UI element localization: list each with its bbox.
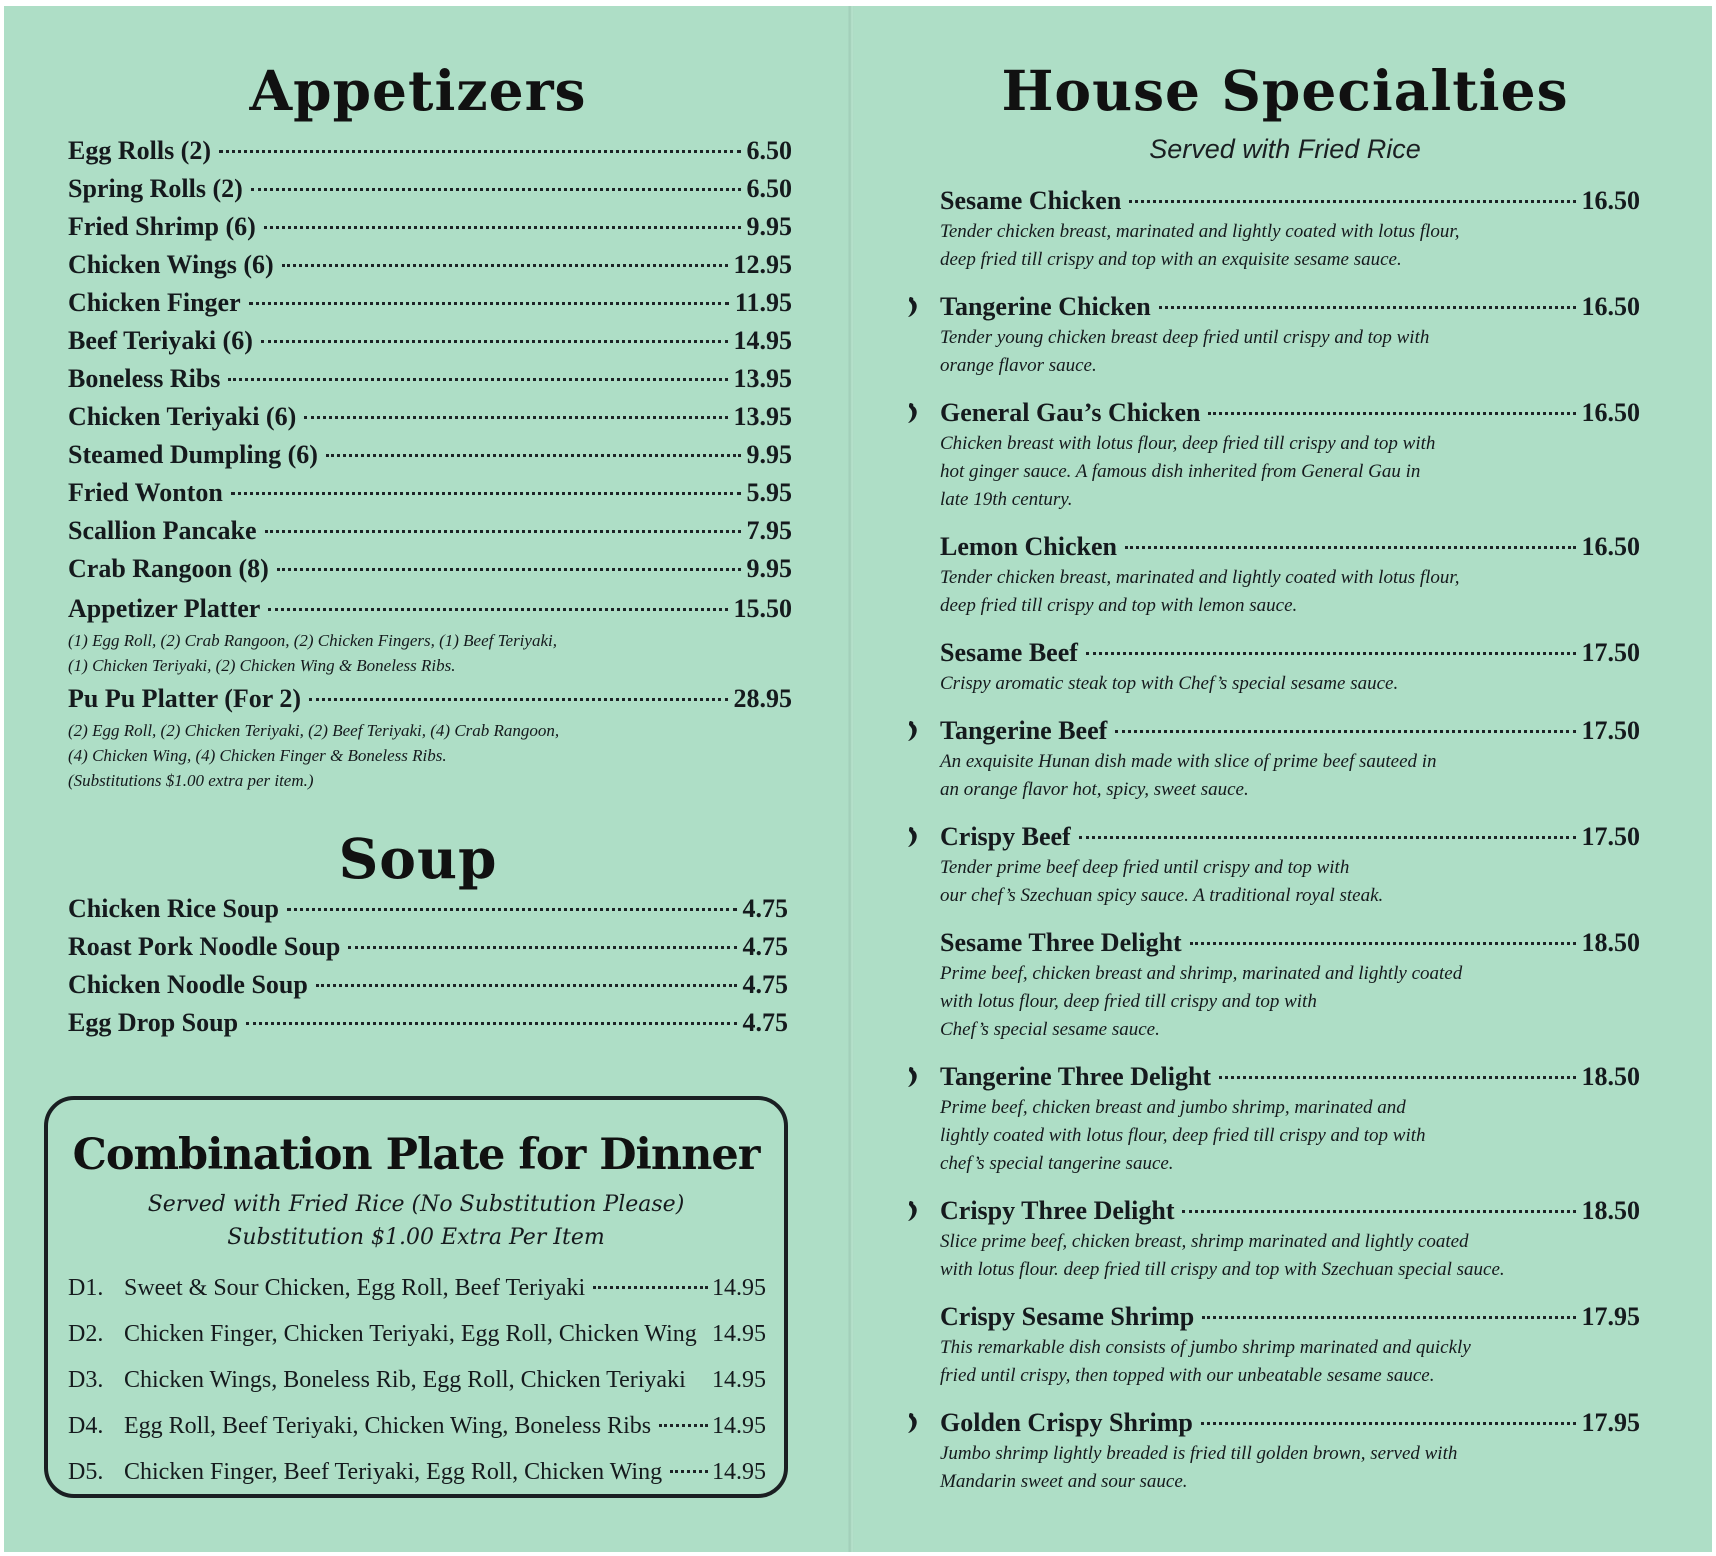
page-fold [848,6,854,1552]
combination-text: Sweet & Sour Chicken, Egg Roll, Beef Teriyaki [124,1275,586,1301]
dot-leader [1208,412,1575,415]
soup-item [68,966,788,1004]
dot-leader [670,1470,708,1473]
specialty-item [880,1300,1640,1390]
specialty-item [880,290,1640,380]
appetizers-title: Appetizers [249,58,587,123]
item-name: Golden Crispy Shrimp [940,1408,1193,1437]
item-description [940,1440,1640,1496]
combination-price: 14.95 [712,1367,766,1393]
house-specialties-title: House Specialties [1001,58,1569,123]
specialty-row [940,1194,1640,1228]
description-line: This remarkable dish consists of jumbo shrimp marinated and quickly [940,1337,1471,1358]
description-line: with lotus flour, deep fried till crispy and top with [940,991,1317,1012]
combination-text: Chicken Finger, Chicken Teriyaki, Egg Roll, Chicken Wing [124,1321,697,1347]
dot-leader [1219,1076,1575,1079]
specialty-row [940,714,1640,748]
item-name: Tangerine Beef [940,716,1108,745]
item-name: Crispy Three Delight [940,1196,1175,1225]
dot-leader [219,150,741,153]
specialty-item [880,1194,1640,1284]
item-price: 13.95 [733,402,792,431]
item-name: Beef Teriyaki (6) [68,326,253,355]
specialty-row [940,184,1640,218]
specialty-row [940,530,1640,564]
dot-leader [246,1022,736,1025]
house-specialties-subtitle: Served with Fried Rice [1149,134,1421,164]
description-line: Prime beef, chicken breast and jumbo shrimp, marinated and [940,1097,1406,1118]
menu-item [68,398,792,436]
soup-list [68,890,788,1042]
menu-item [68,360,792,398]
menu-item [68,208,792,246]
specialty-row [940,820,1640,854]
item-price: 16.50 [1581,398,1640,427]
combination-price: 14.95 [712,1321,766,1347]
combination-price: 14.95 [712,1413,766,1439]
dot-leader [326,454,741,457]
item-name: General Gau’s Chicken [940,398,1201,427]
item-description [68,718,792,793]
item-description [940,670,1640,698]
item-name: Scallion Pancake [68,516,257,545]
specialty-row [940,1406,1640,1440]
dot-leader [251,188,741,191]
item-price: 18.50 [1581,1196,1640,1225]
item-name: Sesame Chicken [940,186,1122,215]
description-line: Mandarin sweet and sour sauce. [940,1471,1188,1492]
item-price: 9.95 [746,554,792,583]
dot-leader [1115,730,1575,733]
description-line: chef’s special tangerine sauce. [940,1153,1174,1174]
item-description [940,854,1640,910]
item-description [940,218,1640,274]
description-line: (1) Chicken Teriyaki, (2) Chicken Wing & Boneless Ribs. [68,656,456,675]
chili-pepper-icon [906,1412,920,1434]
specialty-row [940,926,1640,960]
dot-leader [268,608,727,611]
combination-code: D5. [68,1459,104,1485]
item-description [940,564,1640,620]
combination-substitution-note: Substitution $1.00 Extra Per Item [227,1225,605,1250]
item-description [940,430,1640,514]
description-line: Tender prime beef deep fried until crispy and top with [940,857,1350,878]
description-line: lightly coated with lotus flour, deep fried till crispy and top with [940,1125,1426,1146]
item-name: Appetizer Platter [68,594,261,623]
item-name: Chicken Finger [68,288,241,317]
dot-leader [348,946,736,949]
item-name: Boneless Ribs [68,364,221,393]
combination-item [68,1311,766,1357]
menu-item [68,284,792,322]
item-price: 28.95 [733,684,792,713]
dot-leader [287,908,737,911]
item-price: 16.50 [1581,532,1640,561]
item-description [940,748,1640,804]
item-name: Egg Drop Soup [68,1008,239,1037]
item-name: Sesame Beef [940,638,1078,667]
description-line: (4) Chicken Wing, (4) Chicken Finger & Boneless Ribs. [68,746,447,765]
dot-leader [277,568,741,571]
specialty-row [940,396,1640,430]
menu-item [68,474,792,512]
specialty-item [880,820,1640,910]
description-line: (1) Egg Roll, (2) Crab Rangoon, (2) Chicken Fingers, (1) Beef Teriyaki, [68,631,557,650]
house-specialties-list [880,184,1640,1512]
menu-item [68,322,792,360]
dot-leader [309,698,728,701]
description-line: Slice prime beef, chicken breast, shrimp marinated and lightly coated [940,1231,1469,1252]
description-line: Tender chicken breast, marinated and lightly coated with lotus flour, [940,567,1460,588]
combination-price: 14.95 [712,1275,766,1301]
item-description [940,324,1640,380]
combination-text: Chicken Wings, Boneless Rib, Egg Roll, Chicken Teriyaki [124,1367,686,1393]
soup-item [68,1004,788,1042]
specialty-item [880,636,1640,698]
item-price: 18.50 [1581,928,1640,957]
description-line: deep fried till crispy and top with lemon sauce. [940,595,1298,616]
combination-item [68,1449,766,1495]
description-line: (Substitutions $1.00 extra per item.) [68,771,314,790]
item-price: 9.95 [746,212,792,241]
dot-leader [1202,1316,1575,1319]
description-line: Tender chicken breast, marinated and lightly coated with lotus flour, [940,221,1460,242]
description-line: orange flavor sauce. [940,355,1097,376]
specialty-item [880,184,1640,274]
description-line: Prime beef, chicken breast and shrimp, marinated and lightly coated [940,963,1463,984]
item-price: 14.95 [733,326,792,355]
menu-item [68,680,792,718]
soup-item [68,928,788,966]
dot-leader [1159,306,1576,309]
combination-code: D2. [68,1321,104,1347]
menu-item [68,550,792,588]
appetizer-list [68,132,792,795]
item-price: 6.50 [746,174,792,203]
combination-code: D4. [68,1413,104,1439]
description-line: Crispy aromatic steak top with Chef’s special sesame sauce. [940,673,1399,694]
item-price: 16.50 [1581,186,1640,215]
description-line: Jumbo shrimp lightly breaded is fried till golden brown, served with [940,1443,1458,1464]
combination-item [68,1265,766,1311]
menu-item [68,132,792,170]
description-line: Chicken breast with lotus flour, deep fried till crispy and top with [940,433,1436,454]
item-name: Pu Pu Platter (For 2) [68,684,301,713]
dot-leader [1182,1210,1575,1213]
item-name: Chicken Noodle Soup [68,970,308,999]
chili-pepper-icon [906,296,920,318]
description-line: fried until crispy, then topped with our unbeatable sesame sauce. [940,1365,1435,1386]
item-name: Spring Rolls (2) [68,174,243,203]
menu-item [68,436,792,474]
chili-pepper-icon [906,826,920,848]
description-line: with lotus flour. deep fried till crispy and top with Szechuan special sauce. [940,1259,1505,1280]
item-name: Crab Rangoon (8) [68,554,269,583]
item-price: 11.95 [734,288,792,317]
dot-leader [1086,652,1576,655]
dot-leader [249,302,729,305]
item-name: Fried Wonton [68,478,223,507]
specialty-row [940,1300,1640,1334]
combination-text: Egg Roll, Beef Teriyaki, Chicken Wing, Boneless Ribs [124,1413,652,1439]
dot-leader [1129,200,1575,203]
specialty-row [940,1060,1640,1094]
combination-price: 14.95 [712,1459,766,1485]
item-price: 7.95 [746,516,792,545]
item-price: 16.50 [1581,292,1640,321]
item-name: Crispy Sesame Shrimp [940,1302,1195,1331]
combination-code: D3. [68,1367,104,1393]
specialty-row [940,290,1640,324]
item-description [940,1228,1640,1284]
item-price: 17.50 [1581,822,1640,851]
item-name: Sesame Three Delight [940,928,1182,957]
item-price: 17.50 [1581,716,1640,745]
description-line: an orange flavor hot, spicy, sweet sauce. [940,779,1249,800]
dot-leader [659,1424,708,1427]
dot-leader [593,1286,708,1289]
specialty-item [880,530,1640,620]
dot-leader [228,378,727,381]
combination-code: D1. [68,1275,104,1301]
soup-item [68,890,788,928]
item-price: 9.95 [746,440,792,469]
item-description [68,628,792,678]
item-price: 6.50 [746,136,792,165]
specialty-item [880,396,1640,514]
combination-plate-box [44,1096,788,1498]
item-name: Tangerine Chicken [940,292,1151,321]
dot-leader [316,984,737,987]
chili-pepper-icon [906,402,920,424]
item-price: 13.95 [733,364,792,393]
description-line: our chef’s Szechuan spicy sauce. A traditional royal steak. [940,885,1384,906]
dot-leader [264,226,741,229]
dot-leader [1079,836,1576,839]
item-price: 12.95 [733,250,792,279]
dot-leader [282,264,728,267]
item-price: 4.75 [742,894,788,923]
menu-item [68,512,792,550]
dot-leader [261,340,728,343]
item-name: Chicken Teriyaki (6) [68,402,297,431]
chili-pepper-icon [906,1066,920,1088]
dot-leader [231,492,741,495]
item-name: Chicken Rice Soup [68,894,279,923]
description-line: deep fried till crispy and top with an exquisite sesame sauce. [940,249,1402,270]
item-name: Crispy Beef [940,822,1071,851]
item-price: 5.95 [746,478,792,507]
description-line: (2) Egg Roll, (2) Chicken Teriyaki, (2) Beef Teriyaki, (4) Crab Rangoon, [68,721,560,740]
item-name: Lemon Chicken [940,532,1117,561]
specialty-item [880,1406,1640,1496]
item-price: 18.50 [1581,1062,1640,1091]
specialty-item [880,926,1640,1044]
item-price: 17.95 [1581,1408,1640,1437]
menu-item [68,170,792,208]
combination-item [68,1403,766,1449]
dot-leader [1125,546,1576,549]
description-line: Tender young chicken breast deep fried until crispy and top with [940,327,1430,348]
item-name: Egg Rolls (2) [68,136,211,165]
item-name: Tangerine Three Delight [940,1062,1212,1091]
description-line: An exquisite Hunan dish made with slice of prime beef sauteed in [940,751,1437,772]
menu-item [68,246,792,284]
item-name: Fried Shrimp (6) [68,212,256,241]
item-price: 15.50 [733,594,792,623]
item-price: 4.75 [742,1008,788,1037]
description-line: hot ginger sauce. A famous dish inherited from General Gau in [940,461,1421,482]
description-line: Chef’s special sesame sauce. [940,1019,1160,1040]
dot-leader [265,530,741,533]
chili-pepper-icon [906,1200,920,1222]
item-price: 4.75 [742,932,788,961]
description-line: late 19th century. [940,489,1073,510]
item-price: 4.75 [742,970,788,999]
combination-list [68,1265,766,1495]
dot-leader [304,416,727,419]
item-description [940,960,1640,1044]
menu-item [68,590,792,628]
specialty-item [880,1060,1640,1178]
specialty-item [880,714,1640,804]
combination-text: Chicken Finger, Beef Teriyaki, Egg Roll, Chicken Wing [124,1459,663,1485]
chili-pepper-icon [906,720,920,742]
combination-item [68,1357,766,1403]
item-description [940,1334,1640,1390]
item-description [940,1094,1640,1178]
specialty-row [940,636,1640,670]
dot-leader [1201,1422,1576,1425]
combination-subtitle: Served with Fried Rice (No Substitution Please) [147,1192,685,1217]
item-name: Roast Pork Noodle Soup [68,932,341,961]
dot-leader [1190,942,1576,945]
item-price: 17.95 [1581,1302,1640,1331]
item-price: 17.50 [1581,638,1640,667]
combination-title: Combination Plate for Dinner [72,1130,760,1180]
item-name: Steamed Dumpling (6) [68,440,318,469]
item-name: Chicken Wings (6) [68,250,274,279]
soup-title: Soup [338,826,498,891]
